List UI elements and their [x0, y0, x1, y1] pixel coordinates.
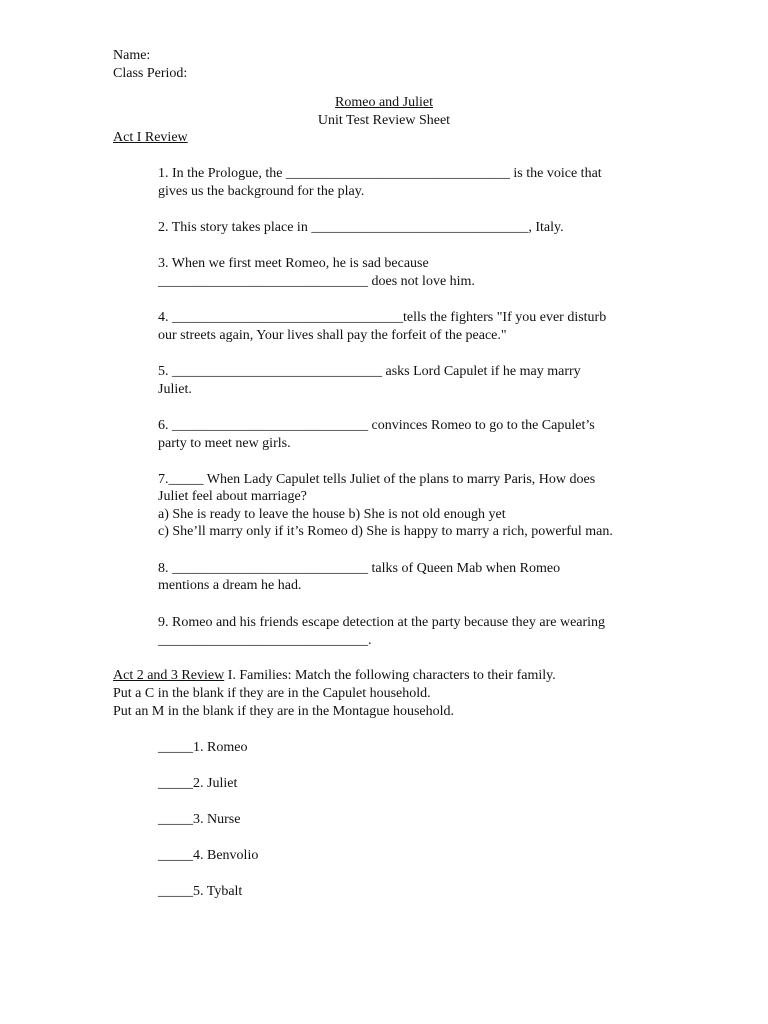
matching-item-benvolio: _____4. Benvolio	[158, 848, 259, 863]
worksheet-title: Romeo and Juliet	[335, 95, 433, 110]
question-7-line-2: Juliet feel about marriage?	[158, 489, 307, 504]
question-7-line-1: 7._____ When Lady Capulet tells Juliet of the plans to marry Paris, How does	[158, 472, 596, 487]
montague-instruction: Put an M in the blank if they are in the Montague household.	[113, 704, 454, 719]
worksheet-subtitle: Unit Test Review Sheet	[317, 113, 451, 128]
question-5-line-1: 5. ______________________________ asks Lord Capulet if he may marry	[158, 364, 581, 379]
question-3-line-1: 3. When we first meet Romeo, he is sad because	[158, 256, 429, 271]
question-9-line-2: ______________________________.	[158, 633, 372, 648]
question-1-line-1: 1. In the Prologue, the ________________________________ is the voice that	[158, 166, 602, 181]
matching-item-nurse: _____3. Nurse	[158, 812, 241, 827]
question-3-line-2: ______________________________ does not love him.	[158, 274, 475, 289]
question-9-line-1: 9. Romeo and his friends escape detection at the party because they are wearing	[158, 615, 606, 630]
question-4-line-2: our streets again, Your lives shall pay the forfeit of the peace."	[158, 328, 507, 343]
act23-heading-instruction: I. Families: Match the following characters to their family.	[224, 668, 556, 683]
matching-item-juliet: _____2. Juliet	[158, 776, 238, 791]
question-1-line-2: gives us the background for the play.	[158, 184, 365, 199]
question-5-line-2: Juliet.	[158, 382, 192, 397]
matching-item-romeo: _____1. Romeo	[158, 740, 248, 755]
question-7-options-ab: a) She is ready to leave the house b) She is not old enough yet	[158, 507, 506, 522]
act1-heading: Act I Review	[113, 130, 188, 145]
class-period-label: Class Period:	[113, 66, 188, 81]
question-4-line-1: 4. _________________________________tells the fighters "If you ever disturb	[158, 310, 607, 325]
question-2-line-1: 2. This story takes place in _______________________________, Italy.	[158, 220, 564, 235]
question-7-options-cd: c) She’ll marry only if it’s Romeo d) She is happy to marry a rich, powerful man.	[158, 524, 613, 539]
question-8-line-2: mentions a dream he had.	[158, 578, 302, 593]
act23-heading	[113, 667, 556, 685]
act23-heading-title: Act 2 and 3 Review	[113, 668, 225, 683]
question-6-line-2: party to meet new girls.	[158, 436, 291, 451]
capulet-instruction: Put a C in the blank if they are in the Capulet household.	[113, 686, 431, 701]
question-8-line-1: 8. ____________________________ talks of Queen Mab when Romeo	[158, 561, 561, 576]
question-6-line-1: 6. ____________________________ convinces Romeo to go to the Capulet’s	[158, 418, 595, 433]
name-label: Name:	[113, 48, 151, 63]
matching-item-tybalt: _____5. Tybalt	[158, 884, 243, 899]
